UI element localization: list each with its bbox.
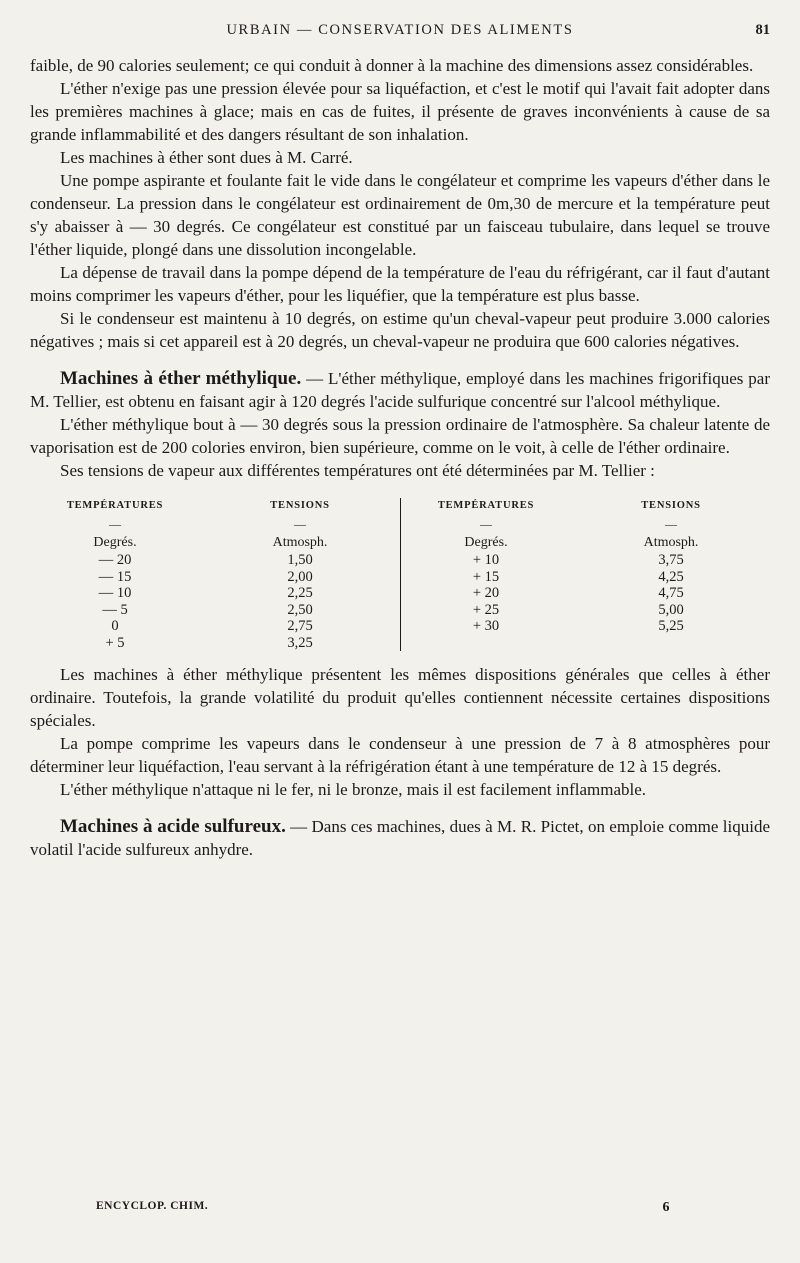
column-header-temperature: TEMPÉRATURES xyxy=(66,500,164,511)
table-row xyxy=(30,602,400,619)
table-row xyxy=(30,618,400,635)
section-paragraph-methyl xyxy=(30,367,770,413)
dash: — xyxy=(109,517,121,531)
table-dash-row xyxy=(401,514,771,534)
paragraph: L'éther méthylique n'attaque ni le fer, ni le bronze, mais il est facilement inflammable. xyxy=(60,780,647,799)
tension-cell: 5,25 xyxy=(658,618,684,634)
temperature-cell: + 30 xyxy=(472,618,500,634)
temperature-cell: + 10 xyxy=(472,552,500,568)
table-row xyxy=(30,569,400,586)
paragraph: La dépense de travail dans la pompe dépend de la température de l'eau du réfrigérant, car il faut d'autant moins comprimer les vapeurs d'éther, pour les liquéfier, que la température est plus basse. xyxy=(30,263,770,305)
column-header-tension: TENSIONS xyxy=(641,500,701,511)
tension-cell: 2,50 xyxy=(287,601,313,618)
temperature-cell: + 15 xyxy=(472,568,500,585)
tension-cell: 4,75 xyxy=(658,585,684,601)
temperature-cell: 0 xyxy=(111,618,119,634)
unit-tension: Atmosph. xyxy=(643,535,699,550)
paragraph: Les machines à éther méthylique présentent les mêmes dispositions générales que celles à éther ordinaire. Toutefois, la grande volatilité du produit qu'elles contiennent nécessite certaines dispositions spéciales. xyxy=(30,665,770,730)
paragraph: L'éther méthylique bout à — 30 degrés sous la pression ordinaire de l'atmosphère. Sa chaleur latente de vaporisation est de 200 colories environ, bien supérieure, comme on le voit, à celle de l'éther ordinaire. xyxy=(30,415,770,457)
tension-cell: 3,25 xyxy=(287,634,313,651)
dash: — xyxy=(294,517,306,531)
temperature-cell: — 10 xyxy=(98,585,132,601)
table-row xyxy=(401,585,771,602)
tension-cell: 1,50 xyxy=(287,552,313,568)
page-footer xyxy=(96,1200,670,1218)
running-title: URBAIN — CONSERVATION DES ALIMENTS xyxy=(226,22,574,38)
tension-cell: 2,75 xyxy=(287,618,313,634)
unit-tension: Atmosph. xyxy=(272,535,328,550)
unit-temperature: Degrés. xyxy=(464,535,508,550)
temperature-cell: + 25 xyxy=(472,601,500,618)
section-heading-methyl: Machines à éther méthylique. xyxy=(60,368,302,389)
tension-cell: 5,00 xyxy=(658,601,684,618)
temperature-cell: + 5 xyxy=(105,634,125,651)
column-header-tension: TENSIONS xyxy=(270,500,330,511)
table-units-row xyxy=(30,534,400,552)
unit-temperature: Degrés. xyxy=(93,535,137,550)
table-row xyxy=(30,635,400,652)
temperature-cell: + 20 xyxy=(472,585,500,601)
temperature-cell: — 15 xyxy=(98,568,132,585)
paragraph: Si le condenseur est maintenu à 10 degrés, on estime qu'un cheval-vapeur peut produire 3.000 calories négatives ; mais si cet appareil est à 20 degrés, un cheval-vapeur ne produira que 600 calories négatives. xyxy=(30,309,770,351)
section-text-sulfur: — Dans ces machines, dues à M. R. Pictet, on emploie comme liquide volatil l'acide sulfureux anhydre. xyxy=(30,817,771,859)
table-row xyxy=(401,602,771,619)
table-row xyxy=(401,569,771,586)
paragraph: L'éther n'exige pas une pression élevée pour sa liquéfaction, et c'est le motif qui l'avait fait adopter dans les premières machines à glace; mais en cas de fuites, il présente de graves inconvénients à cause de sa grande inflammabilité et des dangers résultant de son inhalation. xyxy=(30,79,770,144)
section-heading-sulfur: Machines à acide sulfureux. xyxy=(60,816,286,837)
running-head xyxy=(30,22,770,46)
tension-cell: 4,25 xyxy=(658,568,684,585)
temperature-cell: — 20 xyxy=(98,552,132,568)
paragraph: Les machines à éther sont dues à M. Carré. xyxy=(60,148,353,167)
tension-cell: 2,00 xyxy=(287,568,313,585)
table-left-half xyxy=(30,498,401,651)
paragraph: faible, de 90 calories seulement; ce qui conduit à donner à la machine des dimensions assez considérables. xyxy=(30,56,754,75)
footer-publication: ENCYCLOP. CHIM. xyxy=(96,1200,209,1212)
vapor-tension-table xyxy=(30,498,770,651)
section-text-methyl: — L'éther méthylique, employé dans les machines frigorifiques par M. Tellier, est obtenu en faisant agir à 120 degrés l'acide sulfurique concentré sur l'alcool méthylique. xyxy=(30,369,770,411)
dash: — xyxy=(480,517,492,531)
page-number: 81 xyxy=(755,22,770,38)
table-row xyxy=(401,552,771,569)
table-header-row xyxy=(30,498,400,514)
paragraph: La pompe comprime les vapeurs dans le condenseur à une pression de 7 à 8 atmosphères pour déterminer leur liquéfaction, l'eau servant à la réfrigération étant à une température de 12 à 15 degrés. xyxy=(30,734,770,776)
table-row xyxy=(30,552,400,569)
tension-cell: 3,75 xyxy=(658,552,684,568)
temperature-cell: — 5 xyxy=(102,601,128,618)
tension-cell: 2,25 xyxy=(287,585,313,601)
table-row xyxy=(401,618,771,635)
table-row xyxy=(30,585,400,602)
paragraph: Ses tensions de vapeur aux différentes températures ont été déterminées par M. Tellier : xyxy=(60,461,655,480)
page-body xyxy=(30,54,770,861)
paragraph: Une pompe aspirante et foulante fait le vide dans le congélateur et comprime les vapeurs d'éther dans le condenseur. La pression dans le congélateur est ordinairement de 0m,30 de mercure et la température peut s'y abaisser à — 30 degrés. Ce congélateur est constitué par un faisceau tubulaire, dans lequel se trouve l'éther liquide, plongé dans une dissolution incongelable. xyxy=(30,171,770,259)
table-units-row xyxy=(401,534,771,552)
table-dash-row xyxy=(30,514,400,534)
table-header-row xyxy=(401,498,771,514)
column-header-temperature: TEMPÉRATURES xyxy=(437,500,535,511)
signature-mark: 6 xyxy=(662,1200,670,1215)
table-right-half xyxy=(401,498,771,651)
dash: — xyxy=(665,517,677,531)
section-paragraph-sulfur xyxy=(30,815,770,861)
